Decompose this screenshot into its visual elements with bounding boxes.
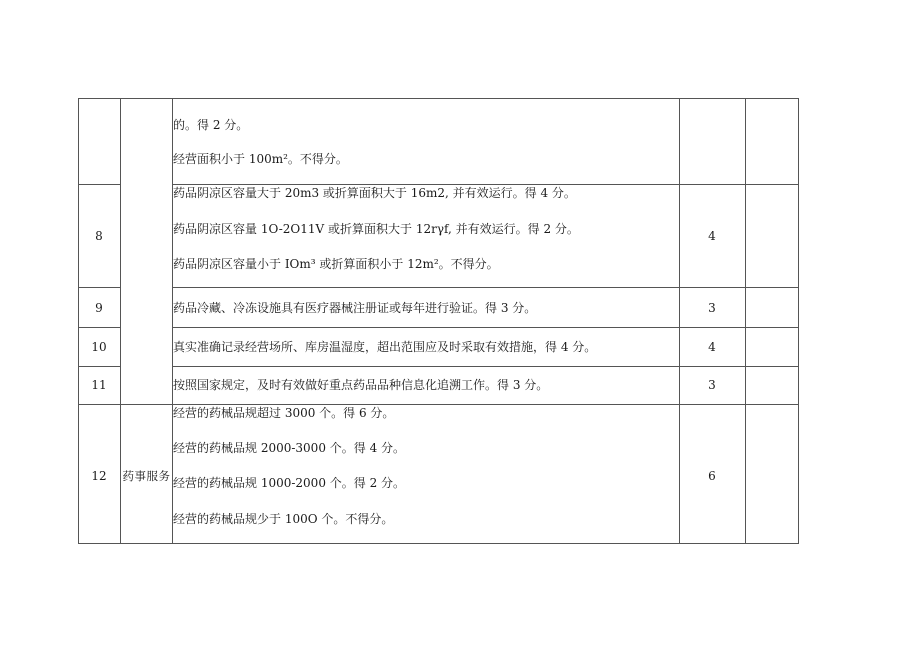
criteria-line: 经营的药械品规超过 3000 个。得 6 分。: [173, 406, 395, 420]
score-value: 3: [708, 301, 716, 315]
criteria-line: 经营的药械品规少于 100O 个。不得分。: [173, 512, 394, 526]
row-number: 10: [91, 340, 107, 354]
table-border-bottom: [78, 543, 799, 544]
criteria-line: 真实准确记录经营场所、库房温湿度，超出范围应及时采取有效措施，得 4 分。: [173, 340, 597, 354]
table-border-top: [78, 98, 799, 99]
row-divider-1: [78, 184, 120, 185]
criteria-line: 药品阴凉区容量大于 20m3 或折算面积大于 16m2, 并有效运行。得 4 分。: [173, 186, 576, 200]
column-divider-4: [745, 98, 746, 544]
row-divider-2: [78, 287, 120, 288]
row-divider-3: [78, 327, 120, 328]
row-divider-2b: [172, 287, 799, 288]
row-number: 12: [91, 469, 107, 483]
row-divider-3b: [172, 327, 799, 328]
row-number: 8: [95, 229, 103, 243]
row-divider-4: [78, 366, 120, 367]
row-divider-1b: [172, 184, 799, 185]
row-number: 9: [95, 301, 103, 315]
row-divider-4b: [172, 366, 799, 367]
criteria-line: 药品冷藏、冷冻设施具有医疗器械注册证或每年进行验证。得 3 分。: [173, 301, 537, 315]
category-label: 药事服务: [122, 469, 171, 483]
criteria-line: 药品阴凉区容量小于 IOm³ 或折算面积小于 12m²。不得分。: [173, 257, 499, 271]
criteria-line: 的。得 2 分。: [173, 118, 249, 132]
criteria-line: 药品阴凉区容量 1O-2O11V 或折算面积大于 12rγf, 并有效运行。得 2 分。: [173, 222, 579, 236]
criteria-line: 经营的药械品规 2000-3000 个。得 4 分。: [173, 441, 406, 455]
score-value: 3: [708, 378, 716, 392]
score-value: 4: [708, 340, 716, 354]
table-border-right: [798, 98, 799, 544]
row-divider-5: [78, 404, 799, 405]
score-value: 6: [708, 469, 716, 483]
scoring-table: [78, 98, 799, 544]
score-value: 4: [708, 229, 716, 243]
criteria-line: 经营面积小于 100m²。不得分。: [173, 152, 348, 166]
criteria-line: 经营的药械品规 1000-2000 个。得 2 分。: [173, 476, 406, 490]
criteria-line: 按照国家规定，及时有效做好重点药品品种信息化追溯工作。得 3 分。: [173, 378, 549, 392]
row-number: 11: [91, 378, 107, 392]
